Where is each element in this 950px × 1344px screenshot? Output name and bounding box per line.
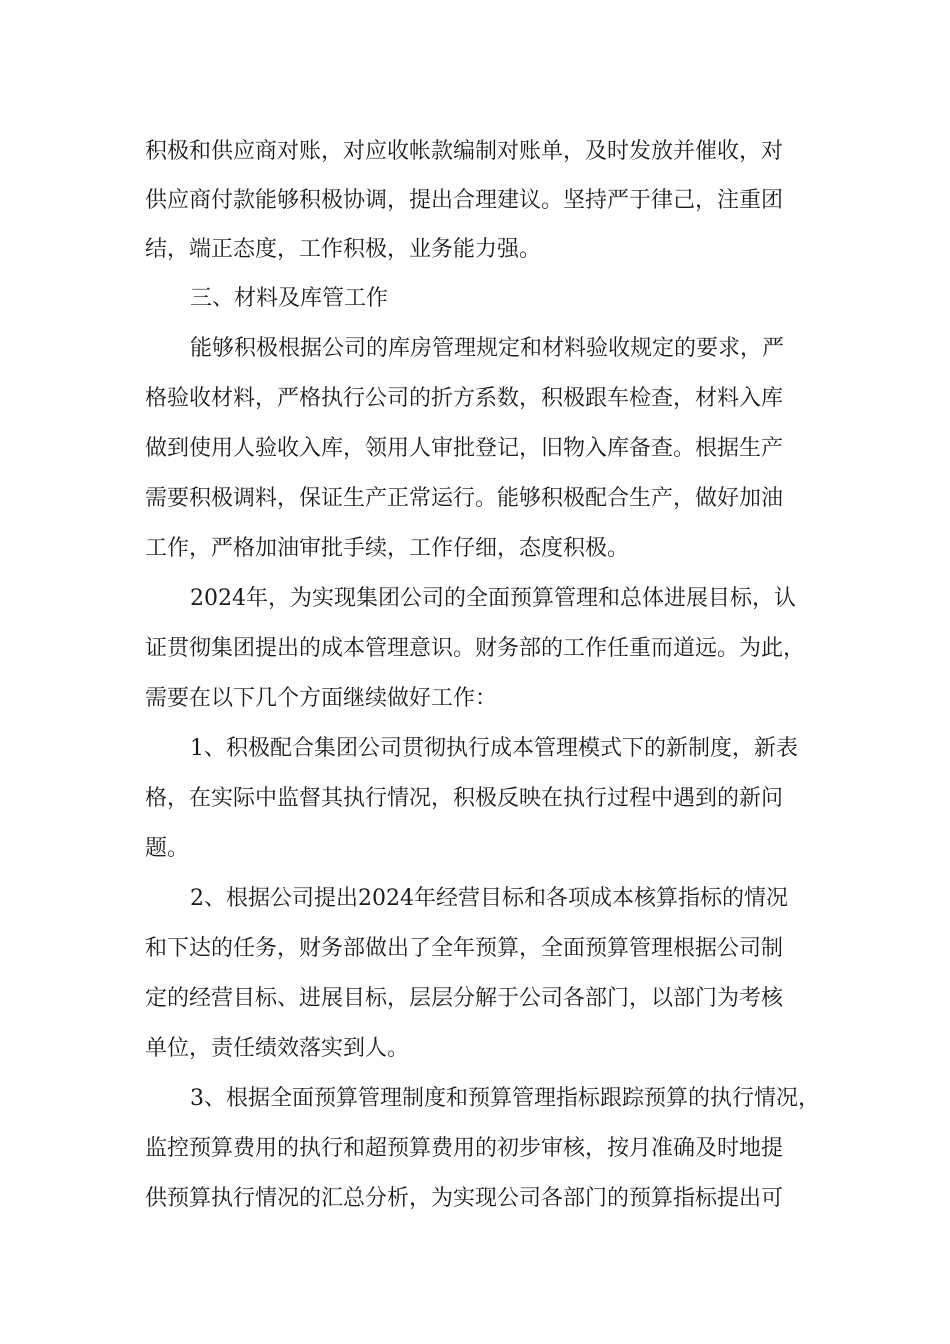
paragraph-line: 格验收材料，严格执行公司的折方系数，积极跟车检查，材料入库	[145, 386, 784, 411]
paragraph-line: 积极和供应商对账，对应收帐款编制对账单，及时发放并催收，对	[145, 139, 784, 164]
list-item-line: 和下达的任务，财务部做出了全年预算，全面预算管理根据公司制	[145, 936, 784, 961]
list-item-line: 1、积极配合集团公司贯彻执行成本管理模式下的新制度，新表	[190, 736, 798, 761]
paragraph-line: 工作，严格加油审批手续，工作仔细，态度积极。	[145, 536, 630, 561]
paragraph-line: 做到使用人验收入库，领用人审批登记，旧物入库备查。根据生产	[145, 436, 784, 461]
list-item-line: 监控预算费用的执行和超预算费用的初步审核，按月准确及时地提	[145, 1136, 784, 1161]
paragraph-line: 能够积极根据公司的库房管理规定和材料验收规定的要求，严	[190, 336, 785, 361]
list-item-line: 题。	[145, 836, 190, 861]
list-item-line: 2、根据公司提出2024年经营目标和各项成本核算指标的情况	[190, 886, 788, 911]
list-item-line: 定的经营目标、进展目标，层层分解于公司各部门，以部门为考核	[145, 986, 784, 1011]
list-item-line: 3、根据全面预算管理制度和预算管理指标跟踪预算的执行情况，	[190, 1086, 820, 1111]
paragraph-line: 2024年，为实现集团公司的全面预算管理和总体进展目标，认	[190, 586, 796, 611]
list-item-line: 格，在实际中监督其执行情况，积极反映在执行过程中遇到的新问	[145, 786, 784, 811]
paragraph-line: 结，端正态度，工作积极，业务能力强。	[145, 237, 542, 262]
paragraph-line: 供应商付款能够积极协调，提出合理建议。坚持严于律己，注重团	[145, 188, 784, 213]
list-item-line: 供预算执行情况的汇总分析，为实现公司各部门的预算指标提出可	[145, 1186, 784, 1211]
section-heading: 三、材料及库管工作	[190, 286, 389, 311]
paragraph-line: 需要在以下几个方面继续做好工作：	[145, 686, 498, 711]
list-item-line: 单位，责任绩效落实到人。	[145, 1036, 410, 1061]
paragraph-line: 证贯彻集团提出的成本管理意识。财务部的工作任重而道远。为此，	[145, 636, 806, 661]
paragraph-line: 需要积极调料，保证生产正常运行。能够积极配合生产，做好加油	[145, 486, 784, 511]
